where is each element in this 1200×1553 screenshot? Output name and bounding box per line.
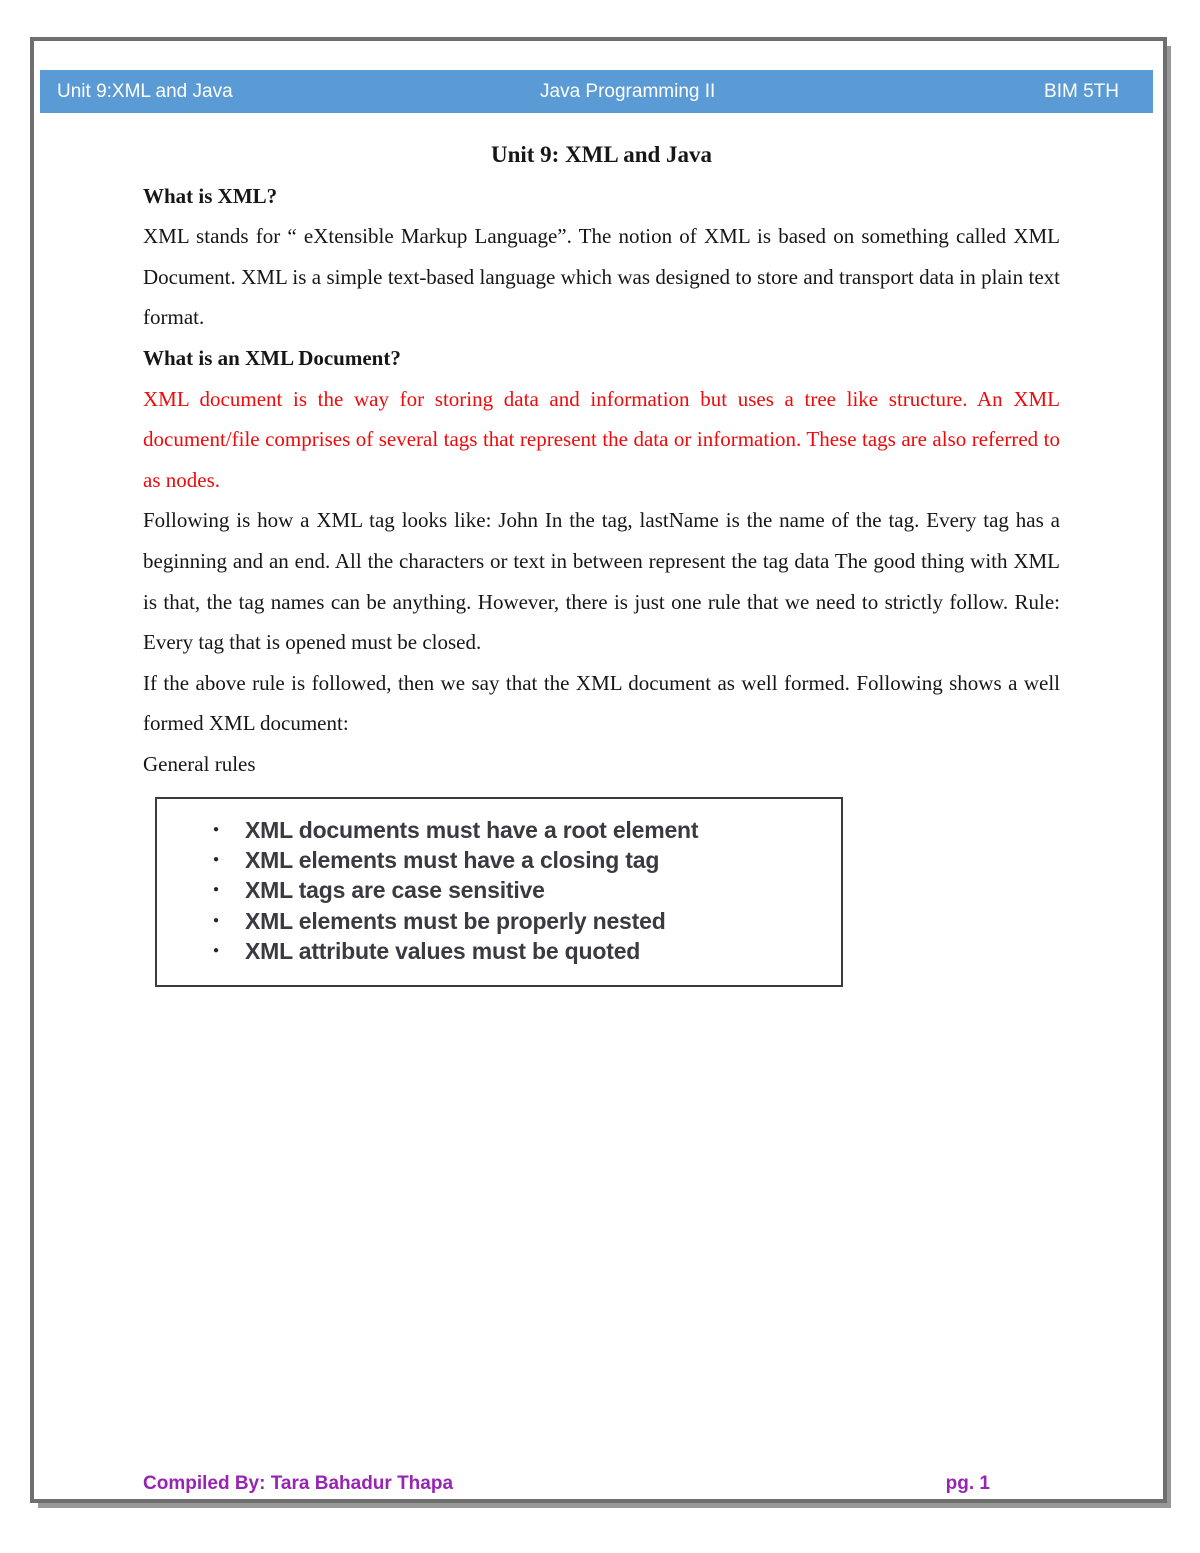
paragraph-xml-intro: XML stands for “ eXtensible Markup Language”. The notion of XML is based on something called XML Document. XML is a simple text-based language which was designed to store and transport data in plain text format.: [143, 224, 1060, 330]
paragraph-xml-document-red: XML document is the way for storing data and information but uses a tree like structure. An XML document/file comprises of several tags that represent the data or information. These tags are also referred to as nodes.: [143, 386, 1060, 492]
xml-rules-list: [157, 815, 841, 967]
document-page: [30, 37, 1167, 1503]
paragraph-well-formed: If the above rule is followed, then we say that the XML document as well formed. Following shows a well formed XML document:: [143, 670, 1060, 736]
list-item: ● XML elements must have a closing tag: [157, 845, 841, 875]
page-header-band: [40, 70, 1153, 113]
list-item: ● XML elements must be properly nested: [157, 906, 841, 936]
list-item: ● XML documents must have a root element: [157, 815, 841, 845]
header-course-label: Java Programming II: [540, 81, 716, 102]
list-item: ● XML attribute values must be quoted: [157, 936, 841, 966]
heading-what-is-xml-document: What is an XML Document?: [143, 345, 401, 370]
heading-what-is-xml: What is XML?: [143, 183, 278, 208]
compiled-by-label: Compiled By: Tara Bahadur Thapa: [143, 1473, 454, 1494]
document-body: [143, 135, 1060, 987]
list-item: ● XML tags are case sensitive: [157, 875, 841, 905]
document-title: Unit 9: XML and Java: [490, 142, 713, 167]
page-footer: [143, 1473, 1060, 1495]
header-unit-label: Unit 9:XML and Java: [57, 81, 233, 102]
header-class-label: BIM 5TH: [1044, 81, 1119, 102]
page-number-label: pg. 1: [945, 1473, 990, 1494]
xml-rules-box: [155, 797, 843, 987]
general-rules-label: General rules: [143, 751, 256, 776]
paragraph-xml-tag-rules: Following is how a XML tag looks like: John In the tag, lastName is the name of the tag. Every tag has a beginning and an end. All the characters or text in between represent the tag data The good thing with XML is that, the tag names can be anything. However, there is just one rule that we need to strictly follow. Rule: Every tag that is opened must be closed.: [143, 508, 1060, 655]
